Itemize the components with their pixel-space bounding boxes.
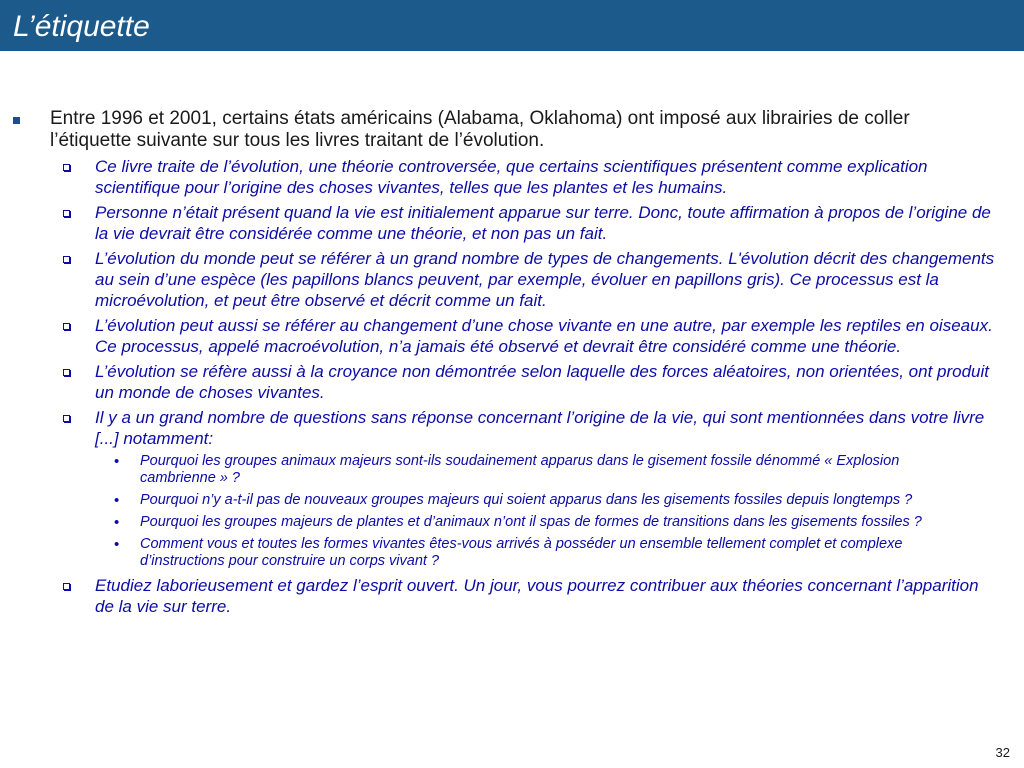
- question-text: Pourquoi les groupes majeurs de plantes et d’animaux n’ont il spas de formes de transitions dans les gisements fossiles ?: [140, 514, 922, 530]
- hollow-square-bullet-icon: [63, 323, 70, 330]
- hollow-square-bullet-icon: [63, 210, 70, 217]
- sub-bullet-text: Il y a un grand nombre de questions sans réponse concernant l’origine de la vie, qui sont mentionnées dans votre livre [...] notamment:: [95, 408, 985, 448]
- question-item: [0, 492, 970, 509]
- hollow-square-bullet-icon: [63, 164, 70, 171]
- main-bullet-item: [0, 108, 990, 152]
- question-list: [0, 453, 1024, 570]
- sub-bullet-item: [0, 315, 995, 357]
- main-bullet-text: Entre 1996 et 2001, certains états américains (Alabama, Oklahoma) ont imposé aux librairies de coller l’étiquette suivante sur tous les livres traitant de l’évolution.: [50, 108, 910, 151]
- sub-bullet-item: [0, 248, 995, 311]
- hollow-square-bullet-icon: [63, 369, 70, 376]
- closing-bullet-item: [0, 575, 995, 617]
- question-item: [0, 453, 970, 487]
- dot-bullet-icon: •: [114, 536, 120, 553]
- dot-bullet-icon: •: [114, 514, 120, 531]
- hollow-square-bullet-icon: [63, 415, 70, 422]
- sub-bullet-text: L’évolution se réfère aussi à la croyance non démontrée selon laquelle des forces aléatoires, non orientées, ont produit un monde de choses vivantes.: [95, 362, 990, 402]
- question-text: Pourquoi les groupes animaux majeurs sont-ils soudainement apparus dans le gisement fossile dénommé « Explosion cambrienne » ?: [140, 453, 900, 486]
- dot-bullet-icon: •: [114, 492, 120, 509]
- question-text: Comment vous et toutes les formes vivantes êtes-vous arrivés à posséder un ensemble tellement complet et complexe d’instructions pour construire un corps vivant ?: [140, 536, 903, 569]
- hollow-square-bullet-icon: [63, 583, 70, 590]
- title-bar: [0, 0, 1024, 51]
- slide-content: [0, 108, 1024, 621]
- question-item: [0, 536, 970, 570]
- sub-bullet-item: [0, 407, 995, 449]
- sub-bullet-text: Ce livre traite de l’évolution, une théorie controversée, que certains scientifiques présentent comme explication scientifique pour l’origine des choses vivantes, telles que les plantes et les humains.: [95, 157, 928, 197]
- sub-bullet-item: [0, 156, 995, 198]
- sub-bullet-item: [0, 361, 995, 403]
- sub-bullet-text: L’évolution peut aussi se référer au changement d’une chose vivante en une autre, par exemple les reptiles en oiseaux. Ce processus, appelé macroévolution, n’a jamais été observé et devrait être considéré comme une théorie.: [95, 316, 993, 356]
- question-text: Pourquoi n’y a-t-il pas de nouveaux groupes majeurs qui soient apparus dans les gisements fossiles depuis longtemps ?: [140, 492, 913, 508]
- sub-bullet-text: Personne n’était présent quand la vie est initialement apparue sur terre. Donc, toute affirmation à propos de l’origine de la vie devrait être considérée comme une théorie, et non pas un fait.: [95, 203, 991, 243]
- dot-bullet-icon: •: [114, 453, 120, 470]
- page-number: 32: [995, 745, 1010, 760]
- slide-title: L’étiquette: [13, 10, 150, 43]
- closing-bullet-text: Etudiez laborieusement et gardez l’esprit ouvert. Un jour, vous pourrez contribuer aux théories concernant l’apparition de la vie sur terre.: [95, 576, 979, 616]
- hollow-square-bullet-icon: [63, 256, 70, 263]
- sub-bullet-item: [0, 202, 995, 244]
- sub-bullet-text: L’évolution du monde peut se référer à un grand nombre de types de changements. L'évolution décrit des changements au sein d’une espèce (les papillons blancs peuvent, par exemple, évoluer en papillons gris). Ce processus est la microévolution, et peut être observé et décrit comme un fait.: [95, 249, 995, 310]
- question-item: [0, 514, 970, 531]
- square-bullet-icon: [13, 117, 20, 124]
- sub-bullet-list: [0, 156, 1024, 617]
